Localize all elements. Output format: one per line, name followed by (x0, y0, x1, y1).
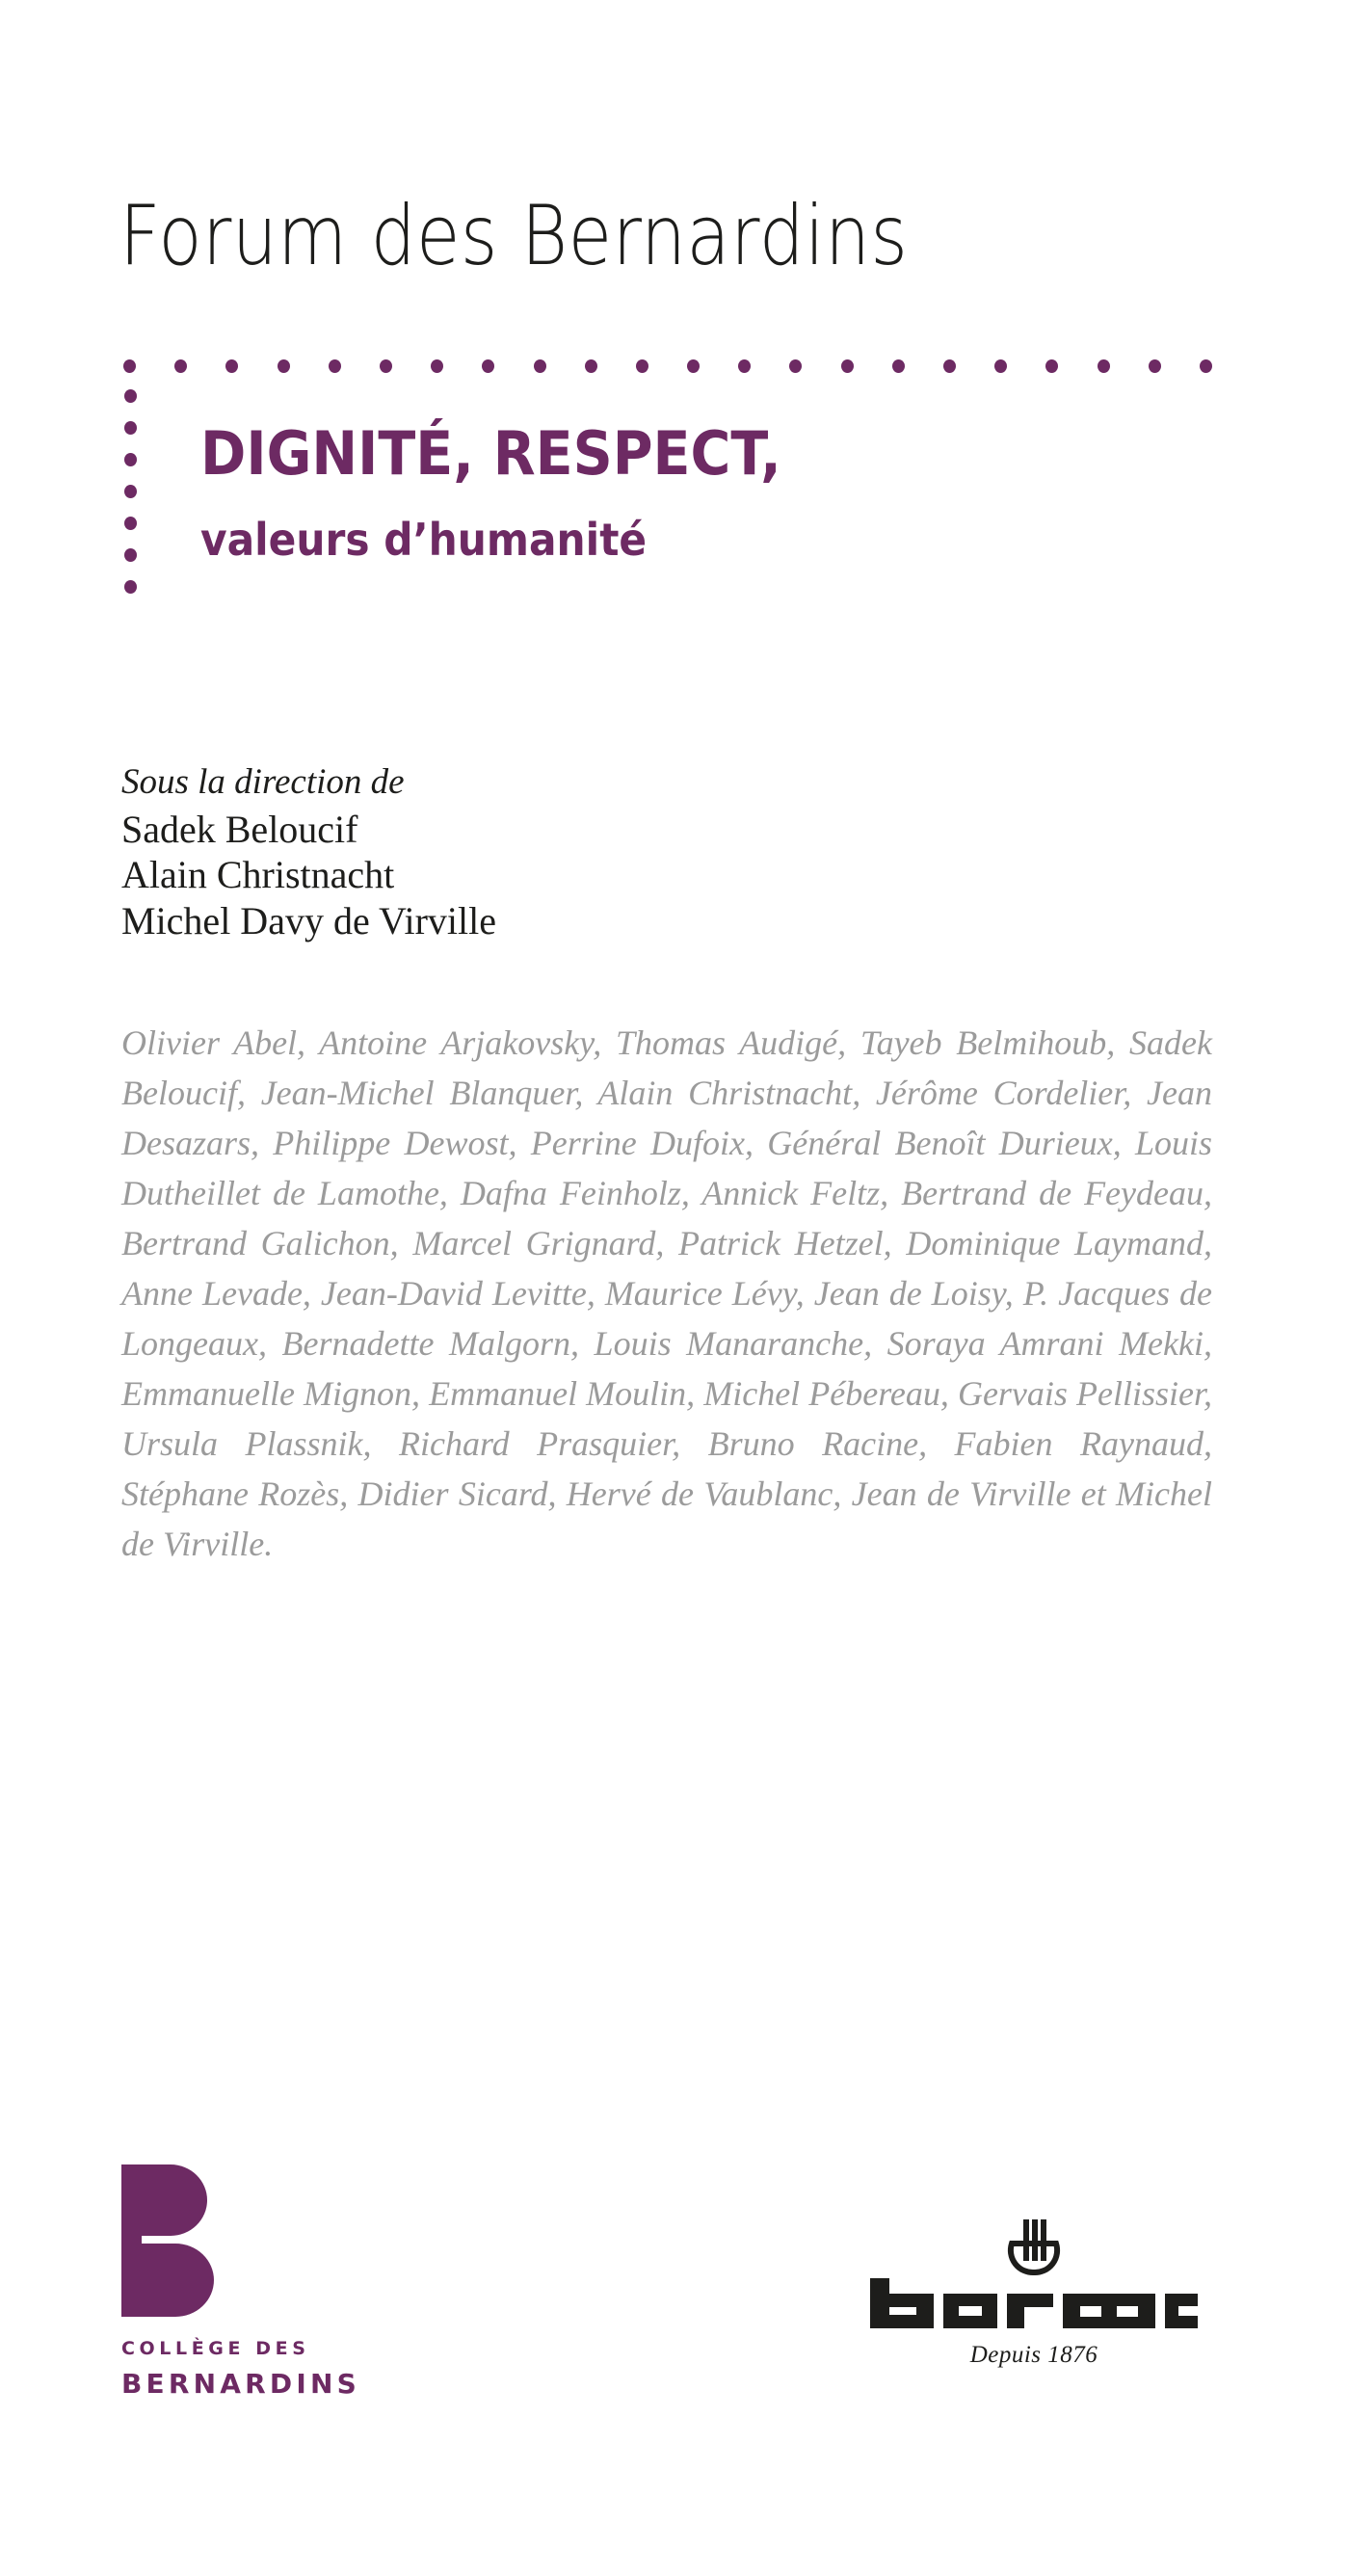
decor-dot (124, 580, 137, 594)
publisher-right-since: Depuis 1876 (969, 2342, 1098, 2368)
decor-dot (636, 359, 648, 373)
editor-name: Michel Davy de Virville (121, 898, 496, 943)
decor-dot (534, 359, 546, 373)
editors-block (121, 761, 989, 943)
decor-dot (380, 359, 392, 373)
decor-dot (124, 421, 137, 435)
decor-dot (789, 359, 802, 373)
decor-dot (124, 453, 137, 466)
decor-dot (687, 359, 700, 373)
decor-dot (585, 359, 597, 373)
decor-dot (841, 359, 854, 373)
decor-dot (431, 359, 443, 373)
letter-b-mark-icon (121, 2164, 214, 2317)
publisher-left-name-line1: COLLÈGE DES (121, 2338, 310, 2359)
decor-dot (124, 485, 137, 498)
decor-dot (994, 359, 1007, 373)
college-des-bernardins-logo (121, 2164, 410, 2400)
hermann-emblem-icon (1002, 2217, 1066, 2276)
page-subtitle: valeurs d’humanité (200, 514, 648, 566)
hermann-wordmark (870, 2278, 1198, 2336)
publisher-left-name-line2: BERNARDINS (121, 2368, 360, 2400)
decor-dot (1098, 359, 1110, 373)
decor-dot (225, 359, 238, 373)
decor-dot (943, 359, 956, 373)
series-title: Forum des Bernardins (119, 188, 909, 284)
editors-lead-label: Sous la direction de (121, 762, 405, 802)
page-title: DIGNITÉ, RESPECT, (200, 418, 781, 489)
decor-dot (124, 517, 137, 530)
decor-dot (1045, 359, 1058, 373)
decor-dot (1149, 359, 1161, 373)
decor-dot (124, 389, 137, 403)
decor-dot (892, 359, 905, 373)
contributors-list: Olivier Abel, Antoine Arjakovsky, Thomas Audigé, Tayeb Belmihoub, Sadek Beloucif, Jean-Michel Blanquer, Alain Christnacht, Jérôme Cordelier, Jean Desazars, Philippe Dewost, Perrine Dufoix, Général Benoît Durieux, Louis Dutheillet de Lamothe, Dafna Feinholz, Annick Feltz, Bertrand de Feydeau, Bertrand Galichon, Marcel Grignard, Patrick Hetzel, Dominique Laymand, Anne Levade, Jean-David Levitte, Maurice Lévy, Jean de Loisy, P. Jacques de Longeaux, Bernadette Malgorn, Louis Manaranche, Soraya Amrani Mekki, Emmanuelle Mignon, Emmanuel Moulin, Michel Pébereau, Gervais Pellissier, Ursula Plassnik, Richard Prasquier, Bruno Racine, Fabien Raynaud, Stéphane Rozès, Didier Sicard, Hervé de Vaublanc, Jean de Virville et Michel de Virville. (121, 1023, 1212, 1563)
editor-name: Alain Christnacht (121, 853, 395, 897)
decor-dot (329, 359, 341, 373)
decor-dot (278, 359, 290, 373)
decor-dot (124, 548, 137, 562)
dotted-rule-horizontal (123, 359, 1212, 374)
editor-name: Sadek Beloucif (121, 808, 358, 852)
decor-dot (123, 359, 136, 373)
hermann-publisher-logo (846, 2217, 1222, 2369)
dotted-rule-vertical (123, 389, 137, 594)
decor-dot (174, 359, 187, 373)
decor-dot (1200, 359, 1212, 373)
decor-dot (482, 359, 494, 373)
decor-dot (738, 359, 751, 373)
